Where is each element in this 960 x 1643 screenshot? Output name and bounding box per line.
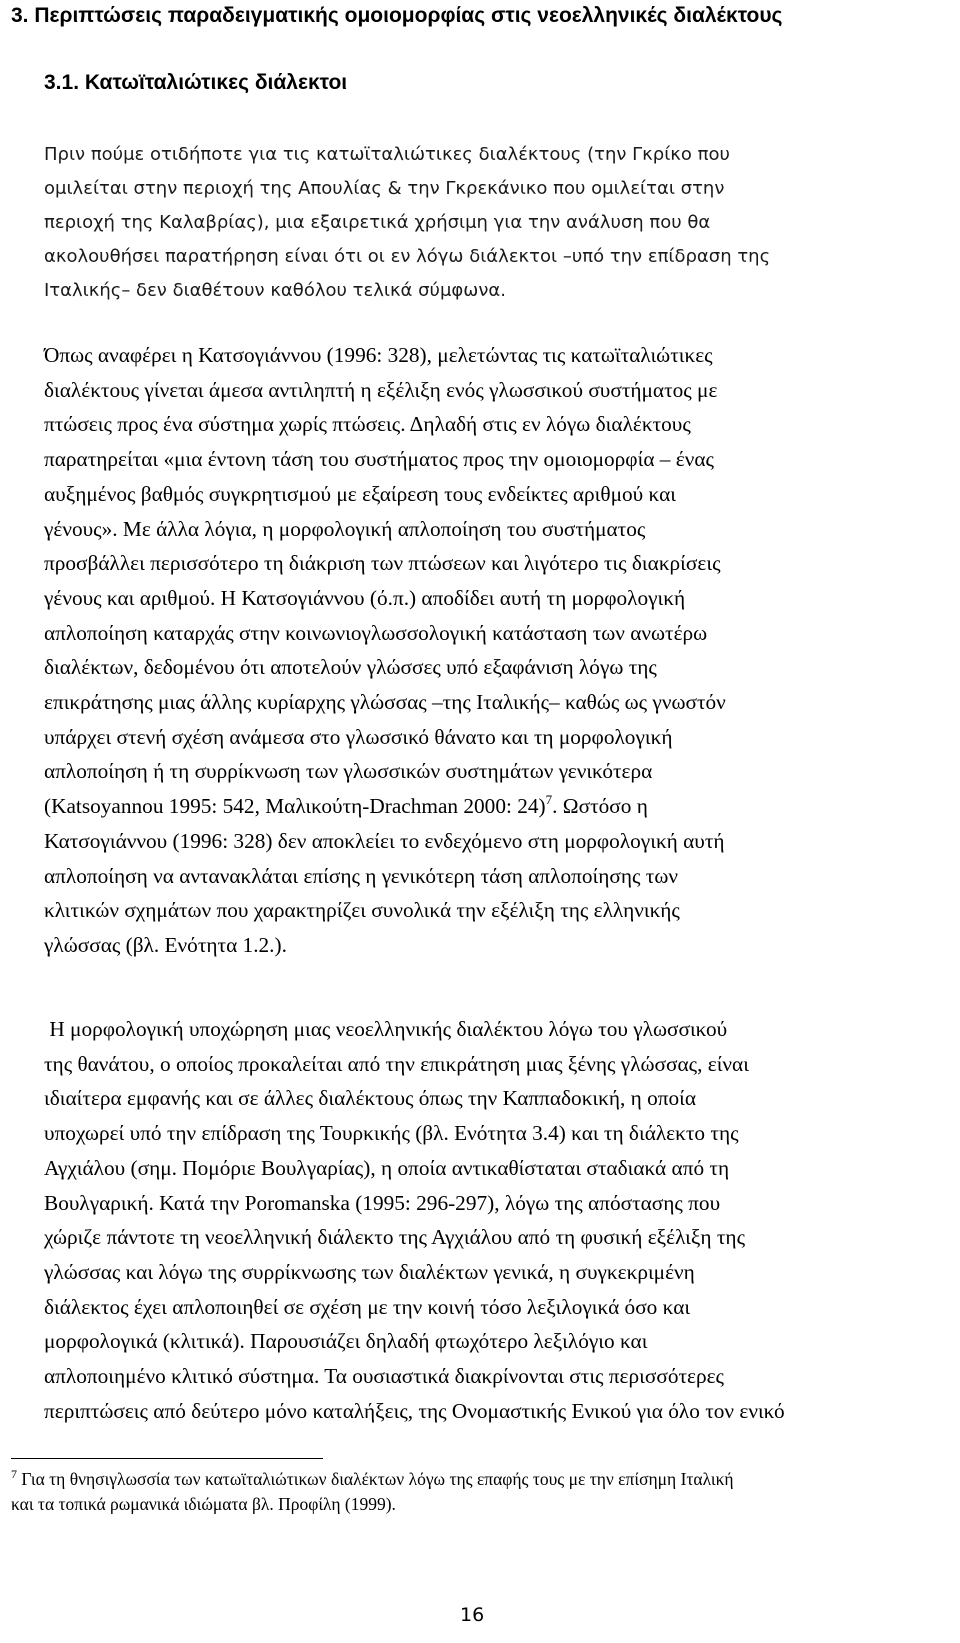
section-heading: 3. Περιπτώσεις παραδειγματικής ομοιομορφίας στις νεοελληνικές διαλέκτους bbox=[11, 4, 783, 27]
paragraph-2-text-before-note: Όπως αναφέρει η Κατσογιάννου (1996: 328), μελετώντας τις κατωϊταλιώτικες διαλέκτους γίνεται άμεσα αντιληπτή η εξέλιξη ενός γλωσσικού συστήματος με πτώσεις προς ένα σύστημα χωρίς πτώσεις. Δηλαδή στις εν λόγω διαλέκτους παρατηρείται «μια έντονη τάση του συστήματος προς την ομοιομορφία – ένας αυξημένος βαθμός συγκρητισμού με εξαίρεση τους ενδείκτες αριθμού και γένους». Με άλλα λόγια, η μορφολογική απλοποίηση του συστήματος προσβάλλει περισσότερο τη διάκριση των πτώσεων και λιγότερο τις διακρίσεις γένους και αριθμού. Η Κατσογιάννου (ό.π.) αποδίδει αυτή τη μορφολογική απλοποίηση καταρχάς στην κοινωνιογλωσσολογική κατάσταση των ανωτέρω διαλέκτων, δεδομένου ότι αποτελούν γλώσσες υπό εξαφάνιση λόγω της επικράτησης μιας άλλης κυρίαρχης γλώσσας –της Ιταλικής– καθώς ως γνωστόν υπάρχει στενή σχέση ανάμεσα στο γλωσσικό θάνατο και τη μορφολογική απλοποίηση ή τη συρρίκνωση των γλωσσικών συστημάτων γενικότερα (Katsoyannou 1995: 542, Μαλικούτη-Drachman 2000: 24) bbox=[44, 343, 726, 819]
paragraph-2 bbox=[44, 338, 932, 963]
paragraph-1: Πριν πούμε οτιδήποτε για τις κατωϊταλιώτικες διαλέκτους (την Γκρίκο που ομιλείται στην περιοχή της Απουλίας & την Γκρεκάνικο που ομιλείται στην περιοχή της Καλαβρίας), μια εξαιρετικά χρήσιμη για την ανάλυση που θα ακολουθήσει παρατήρηση είναι ότι οι εν λόγω διάλεκτοι –υπό την επίδραση της Ιταλικής– δεν διαθέτουν καθόλου τελικά σύμφωνα. bbox=[44, 144, 771, 301]
subsection-heading: 3.1. Κατωϊταλιώτικες διάλεκτοι bbox=[44, 71, 348, 94]
paragraph-3: Η μορφολογική υποχώρηση μιας νεοελληνικής διαλέκτου λόγω του γλωσσικού της θανάτου, ο οποίος προκαλείται από την επικράτηση μιας ξένης γλώσσας, είναι ιδιαίτερα εμφανής και σε άλλες διαλέκτους όπως την Καππαδοκική, η οποία υποχωρεί υπό την επίδραση της Τουρκικής (βλ. Ενότητα 3.4) και τη διάλεκτο της Αγχιάλου (σημ. Πομόριε Βουλγαρίας), η οποία αντικαθίσταται σταδιακά από τη Βουλγαρική. Κατά την Poromanska (1995: 296-297), λόγω της απόστασης που χώριζε πάντοτε τη νεοελληνική διάλεκτο της Αγχιάλου από τη φυσική εξέλιξη της γλώσσας και λόγω της συρρίκνωσης των διαλέκτων γενικά, η συγκεκριμένη διάλεκτος έχει απλοποιηθεί σε σχέση με την κοινή τόσο λεξιλογικά όσο και μορφολογικά (κλιτικά). Παρουσιάζει δηλαδή φτωχότερο λεξιλόγιο και απλοποιημένο κλιτικό σύστημα. Τα ουσιαστικά διακρίνονται στις περισσότερες περιπτώσεις από δεύτερο μόνο καταλήξεις, της Ονομαστικής Ενικού για όλο τον ενικό bbox=[44, 1017, 785, 1423]
paragraph-2-text-after-note: . Ωστόσο η Κατσογιάννου (1996: 328) δεν αποκλείει το ενδεχόμενο στη μορφολογική αυτή απλοποίηση να αντανακλάται επίσης η γενικότερη τάση απλοποίησης των κλιτικών σχημάτων που χαρακτηρίζει συνολικά την εξέλιξη της ελληνικής γλώσσας (βλ. Ενότητα 1.2.). bbox=[44, 794, 725, 957]
footnote-reference[interactable]: 7 bbox=[545, 792, 553, 808]
footnote-marker: 7 bbox=[11, 1467, 17, 1481]
footnote-separator bbox=[11, 1458, 323, 1459]
footnote bbox=[11, 1467, 941, 1517]
page-number: 16 bbox=[460, 1604, 485, 1626]
footnote-text: Για τη θνησιγλωσσία των κατωϊταλιώτικων διαλέκτων λόγω της επαφής τους με την επίσημη Ιταλική και τα τοπικά ρωμανικά ιδιώματα βλ. Προφίλη (1999). bbox=[11, 1469, 734, 1514]
